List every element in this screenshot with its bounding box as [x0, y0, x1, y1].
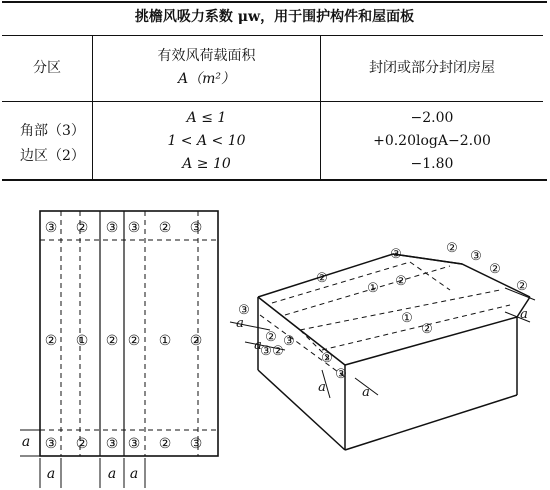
value-row-3: −1.80: [410, 156, 454, 172]
iso-dim-label-3: a: [318, 380, 326, 395]
plan-bot-label-6: ③: [189, 436, 203, 452]
iso-label-12: ③: [283, 334, 295, 349]
iso-labels: [236, 241, 528, 400]
iso-label-9: ③: [238, 303, 250, 318]
iso-dash-1: [272, 262, 410, 303]
iso-base-left: [258, 370, 345, 450]
plan-bot-label-5: ②: [158, 436, 172, 452]
plan-bottom-dim-2: a: [107, 466, 117, 482]
iso-roof-bottom: [258, 297, 517, 365]
plan-mid-label-1: ②: [44, 333, 58, 349]
plan-top-label-4: ③: [127, 220, 141, 236]
iso-label-7: ②: [316, 271, 328, 286]
plan-mid-label-3: ②: [105, 333, 119, 349]
header-area-unit: A（m²）: [178, 71, 235, 87]
iso-dim-label-5: a: [520, 307, 528, 322]
plan-bot-label-2: ②: [75, 436, 89, 452]
plan-top-label-2: ②: [75, 220, 89, 236]
plan-bot-label-3: ③: [105, 436, 119, 452]
iso-base-right: [345, 395, 517, 450]
plan-mid-label-4: ②: [127, 333, 141, 349]
iso-dashed-lines: [260, 262, 510, 377]
plan-top-label-5: ②: [158, 220, 172, 236]
plan-bottom-dim-1: a: [46, 466, 56, 482]
iso-label-14: ②: [272, 344, 284, 359]
isometric-view: [258, 254, 530, 450]
header-zone: 分区: [33, 60, 61, 76]
iso-label-4: ②: [395, 274, 407, 289]
plan-mid-label-5: ①: [158, 333, 172, 349]
iso-label-17: ③: [335, 367, 347, 382]
plan-side-dim-label: a: [21, 434, 31, 450]
iso-label-15: ③: [260, 344, 272, 359]
area-row-3: A ≥ 10: [182, 156, 231, 172]
header-area-title: 有效风荷载面积: [157, 48, 256, 64]
iso-label-13: ②: [265, 330, 277, 345]
plan-top-label-1: ③: [44, 220, 58, 236]
iso-label-16: ②: [321, 351, 333, 366]
iso-label-2: ②: [446, 241, 458, 256]
plan-labels: [22, 220, 202, 482]
iso-label-3: ③: [470, 249, 482, 264]
plan-mid-label-6: ②: [189, 333, 203, 349]
table-caption: 挑檐风吸力系数 μw，用于围护构件和屋面板: [134, 9, 415, 25]
plan-bot-label-1: ③: [44, 436, 58, 452]
iso-label-11: ②: [421, 322, 433, 337]
iso-dash-3: [300, 290, 500, 330]
zone-corner: 角部（3）: [20, 123, 85, 139]
iso-dim-label-1: a: [236, 316, 244, 331]
plan-top-label-3: ③: [105, 220, 119, 236]
area-row-1: A ≤ 1: [186, 110, 227, 126]
iso-label-6: ①: [367, 281, 379, 296]
value-row-2: +0.20logA−2.00: [373, 133, 491, 149]
iso-label-5: ②: [489, 262, 501, 277]
iso-dim-label-4: a: [362, 385, 370, 400]
zone-edge: 边区（2）: [20, 148, 85, 164]
plan-bottom-dim-3: a: [129, 466, 139, 482]
iso-label-8: ②: [516, 279, 528, 294]
iso-dim-label-2: a: [254, 338, 262, 353]
area-row-2: 1 < A < 10: [167, 133, 246, 149]
iso-label-10: ①: [401, 311, 413, 326]
value-row-1: −2.00: [410, 110, 454, 126]
header-result: 封闭或部分封闭房屋: [369, 60, 495, 76]
plan-top-label-6: ③: [189, 220, 203, 236]
plan-bot-label-4: ③: [127, 436, 141, 452]
plan-mid-label-2: ①: [75, 333, 89, 349]
iso-label-1: ③: [390, 247, 402, 262]
